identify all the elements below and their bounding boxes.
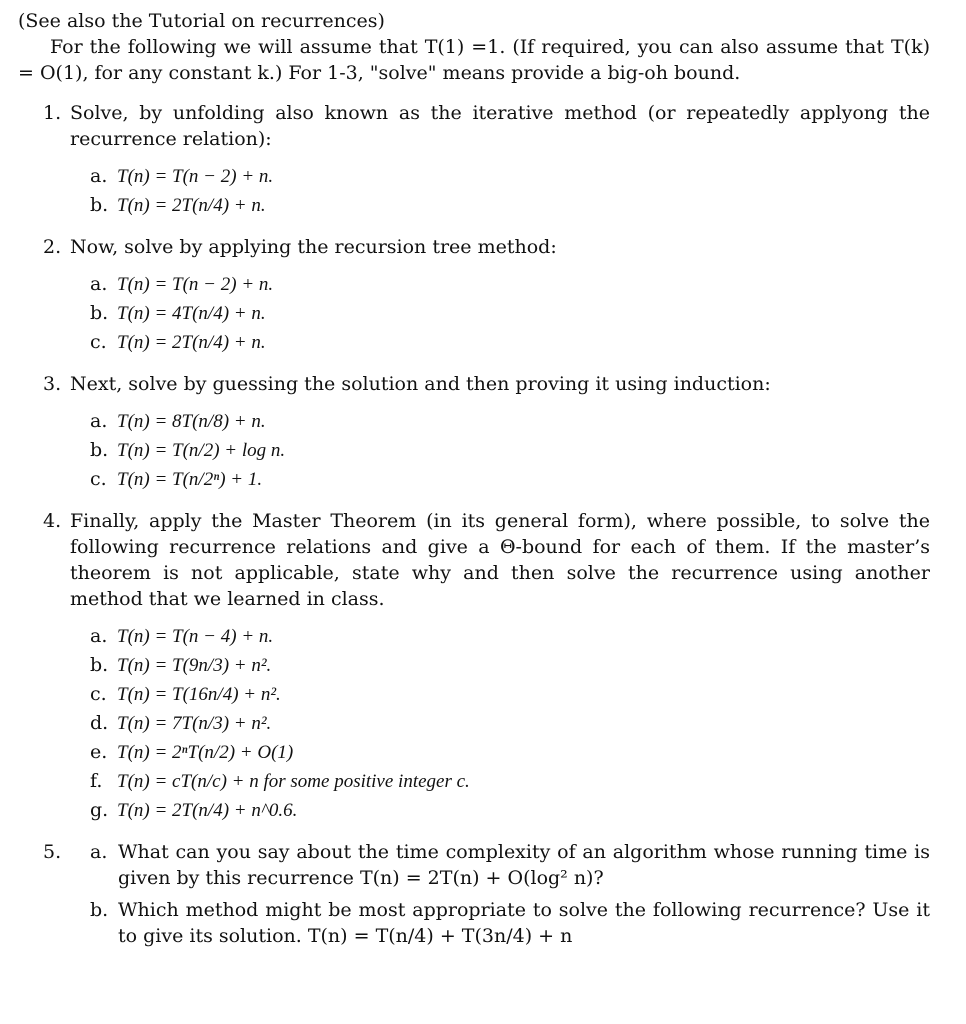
question-text: Solve, by unfolding also known as the iterative method (or repeatedly applyong the recurrence relation): — [70, 102, 930, 150]
list-item — [90, 796, 930, 825]
list-item — [90, 407, 930, 436]
recurrence: T(n) = T(n/2) + log n. — [117, 440, 286, 461]
list-item — [90, 191, 930, 220]
recurrence: T(n) = 2T(n/4) + n. — [117, 332, 266, 353]
item-letter: b. — [90, 899, 109, 921]
list-item — [90, 162, 930, 191]
item-letter: b. — [90, 654, 109, 676]
item-letter: e. — [90, 741, 108, 763]
item-letter: a. — [90, 841, 108, 863]
question-number: 3. — [43, 373, 62, 395]
item-letter: a. — [90, 410, 108, 432]
item-letter: d. — [90, 712, 109, 734]
recurrence: T(n) = 4T(n/4) + n. — [117, 303, 266, 324]
question-2 — [18, 234, 930, 357]
recurrence: T(n) = 2T(n/4) + n^0.6. — [117, 800, 298, 821]
question-text: Next, solve by guessing the solution and then proving it using induction: — [70, 373, 771, 395]
recurrence: T(n) = T(n − 2) + n. — [117, 166, 274, 187]
item-letter: b. — [90, 302, 109, 324]
list-item — [90, 897, 930, 949]
item-letter: c. — [90, 468, 107, 490]
item-letter: c. — [90, 331, 107, 353]
recurrence: T(n) = 8T(n/8) + n. — [117, 411, 266, 432]
list-item — [90, 465, 930, 494]
question-5-items — [90, 839, 930, 949]
item-letter: g. — [90, 799, 109, 821]
question-3-items — [90, 407, 930, 494]
list-item — [90, 299, 930, 328]
recurrence: T(n) = 2ⁿT(n/2) + O(1) — [117, 742, 294, 763]
recurrence: T(n) = 2T(n/4) + n. — [117, 195, 266, 216]
intro-see-also: (See also the Tutorial on recurrences) — [18, 10, 385, 32]
recurrence: T(n) = T(n/2ⁿ) + 1. — [117, 469, 263, 490]
list-item — [90, 767, 930, 796]
question-text: Now, solve by applying the recursion tree method: — [70, 236, 557, 258]
list-item — [90, 622, 930, 651]
recurrence: T(n) = cT(n/c) + n for some positive integer c. — [117, 771, 470, 792]
question-3 — [18, 371, 930, 494]
recurrence: T(n) = T(16n/4) + n². — [117, 684, 281, 705]
question-number: 5. — [43, 841, 62, 863]
intro-assumptions: For the following we will assume that T(1) =1. (If required, you can also assume that T(k) = O(1), for any constant k.) For 1-3, "solve" means provide a big-oh bound. — [18, 36, 930, 84]
question-4-items — [90, 622, 930, 825]
list-item — [90, 651, 930, 680]
question-4 — [18, 508, 930, 825]
worksheet-page — [18, 8, 930, 955]
item-letter: f. — [90, 770, 103, 792]
item-letter: b. — [90, 439, 109, 461]
intro — [18, 8, 930, 86]
item-letter: a. — [90, 625, 108, 647]
item-letter: a. — [90, 165, 108, 187]
list-item — [90, 709, 930, 738]
recurrence: T(n) = T(9n/3) + n². — [117, 655, 272, 676]
recurrence: T(n) = T(n − 4) + n. — [117, 626, 274, 647]
question-5 — [18, 839, 930, 949]
question-number: 1. — [43, 102, 62, 124]
list-item — [90, 436, 930, 465]
recurrence: T(n) = T(n − 2) + n. — [117, 274, 274, 295]
item-letter: c. — [90, 683, 107, 705]
item-letter: a. — [90, 273, 108, 295]
list-item — [90, 328, 930, 357]
list-item — [90, 839, 930, 891]
recurrence: T(n) = 7T(n/3) + n². — [117, 713, 272, 734]
item-text: Which method might be most appropriate to solve the following recurrence? Use it to give its solution. T(n) = T(n/4) + T(3n/4) + n — [118, 899, 930, 947]
question-number: 2. — [43, 236, 62, 258]
question-number: 4. — [43, 510, 62, 532]
list-item — [90, 270, 930, 299]
question-1-items — [90, 162, 930, 220]
item-text: What can you say about the time complexity of an algorithm whose running time is given by this recurrence T(n) = 2T(n) + O(log² n)? — [118, 841, 930, 889]
question-text: Finally, apply the Master Theorem (in its general form), where possible, to solve the following recurrence relations and give a Θ-bound for each of them. If the master’s theorem is not applicable, state why and then solve the recurrence using another method that we learned in class. — [70, 510, 930, 610]
list-item — [90, 680, 930, 709]
item-letter: b. — [90, 194, 109, 216]
question-1 — [18, 100, 930, 220]
list-item — [90, 738, 930, 767]
question-2-items — [90, 270, 930, 357]
